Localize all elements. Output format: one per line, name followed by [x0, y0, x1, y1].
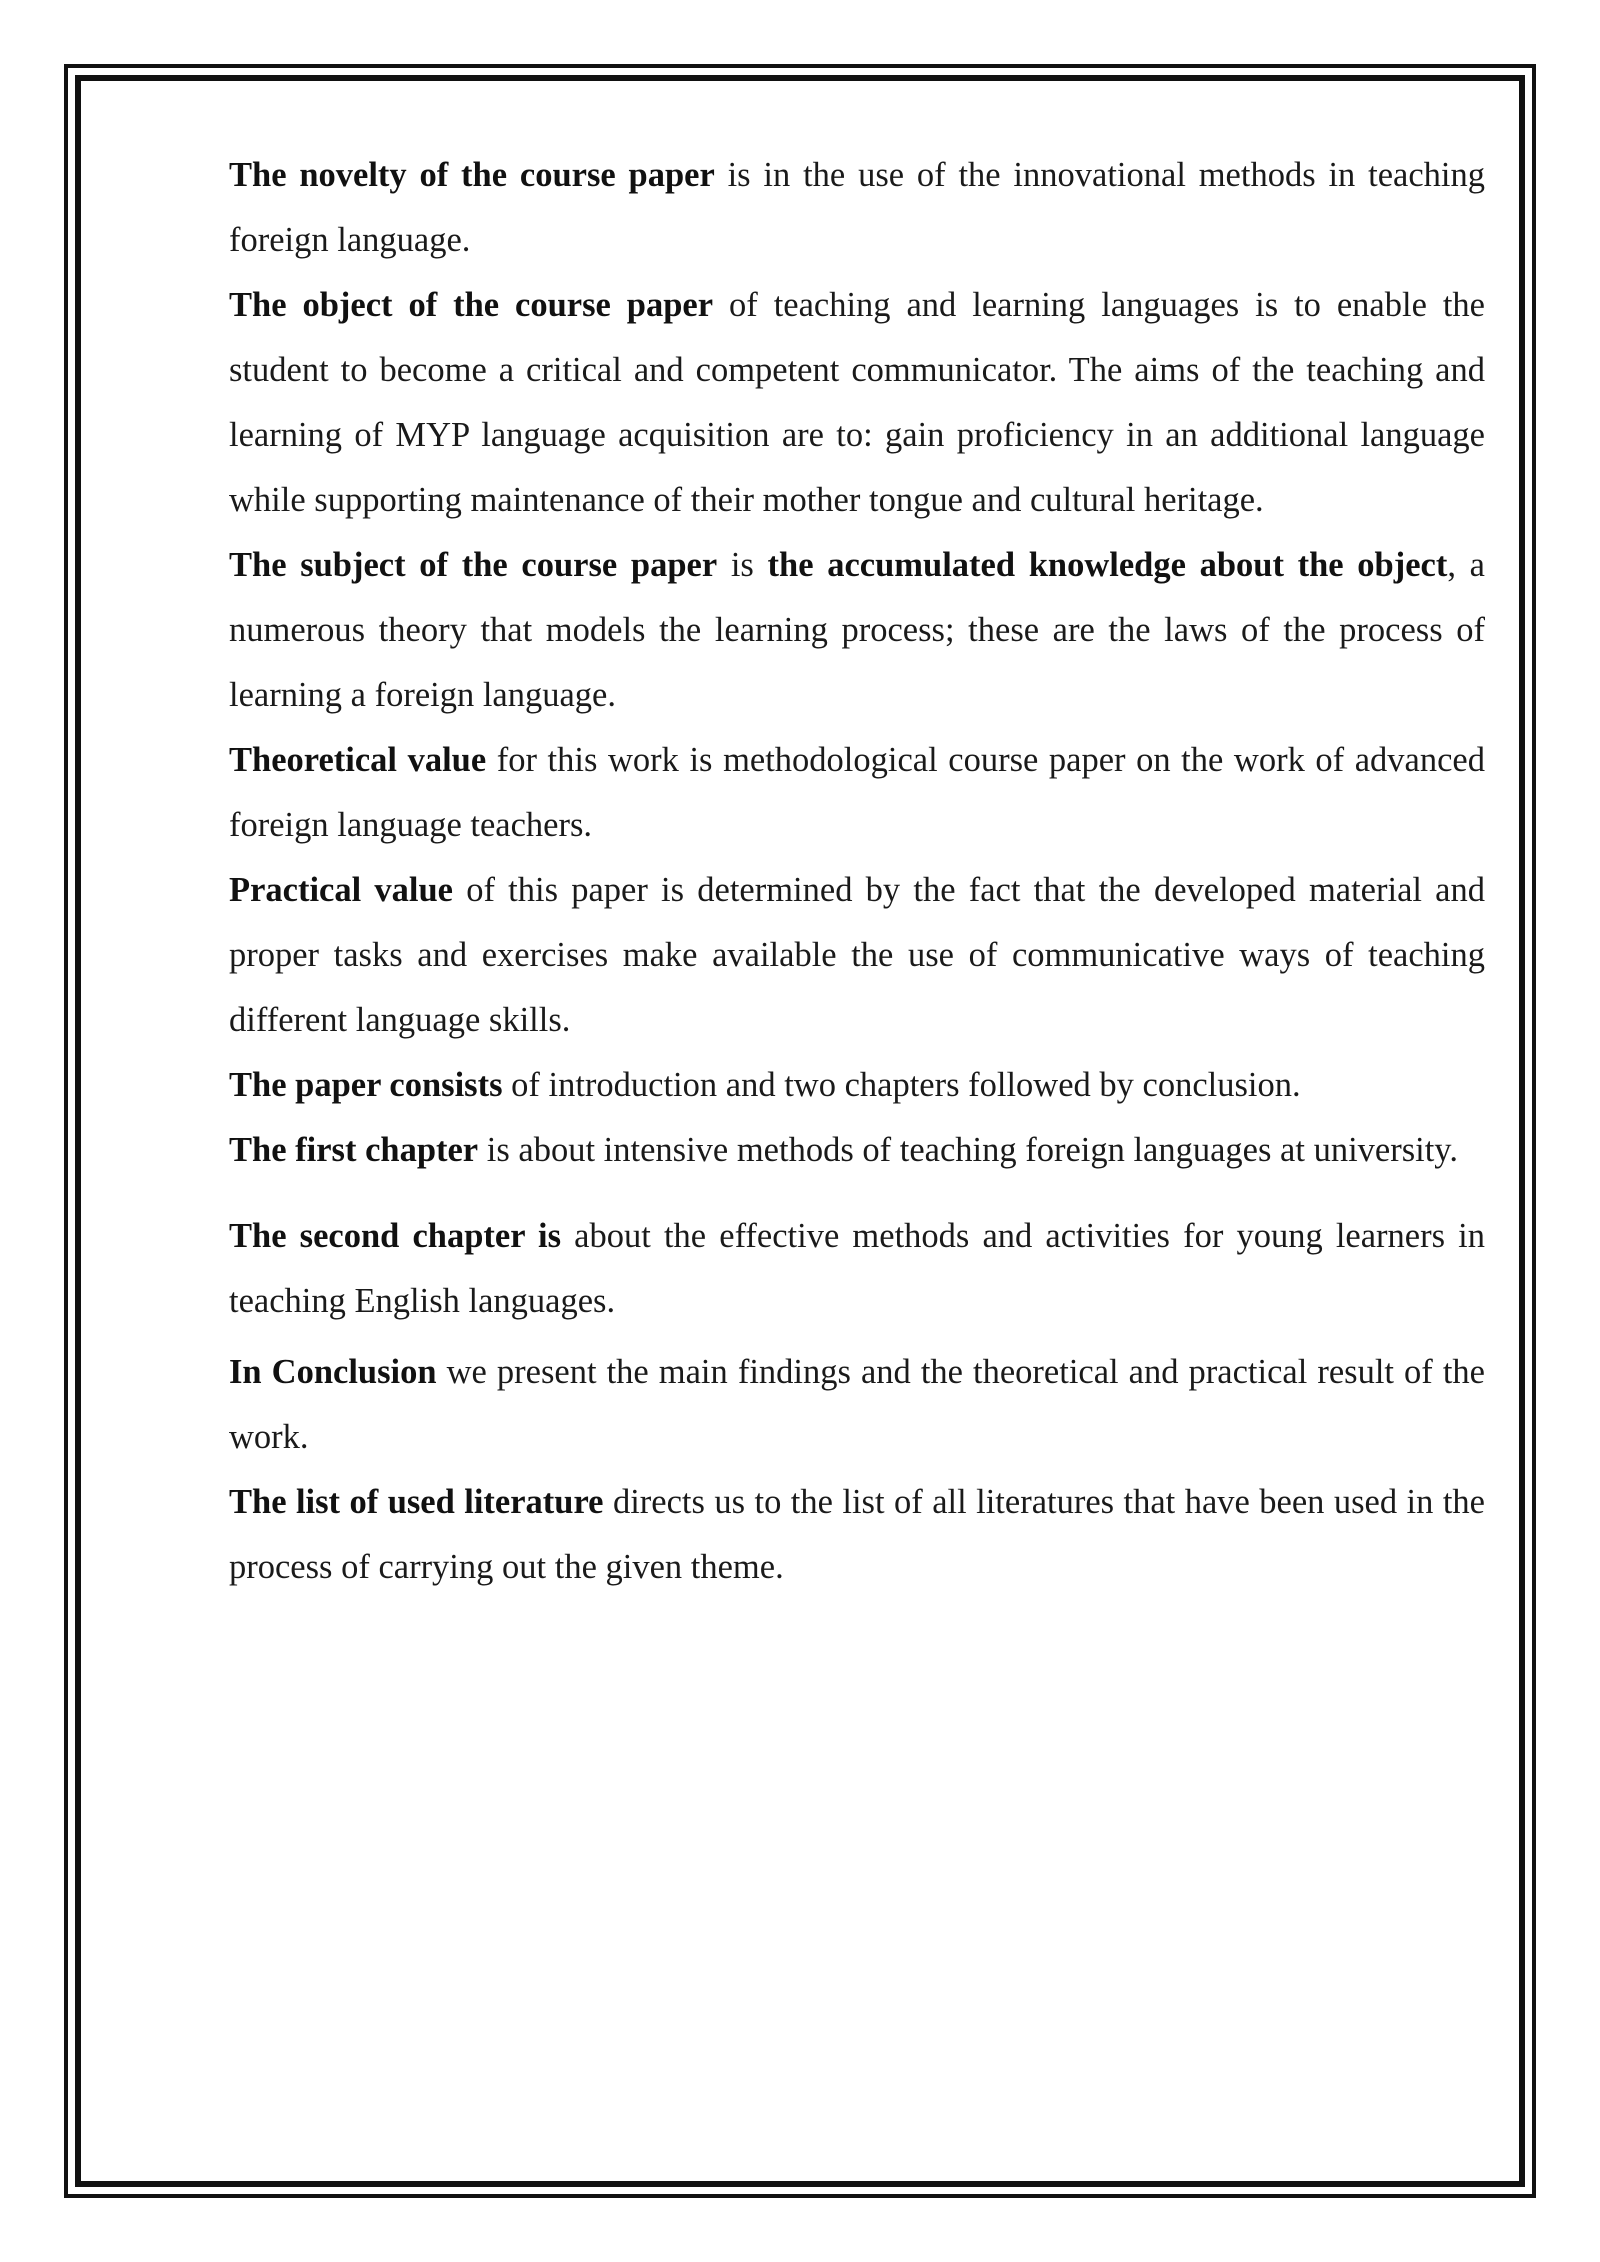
paragraph-text: of introduction and two chapters followed by conclusion. — [502, 1066, 1301, 1104]
paragraph-heading: The novelty of the course paper — [229, 156, 715, 194]
paragraph-text: , a numerous theory that models the learning process; these are the laws of the process of learning a foreign language. — [229, 546, 1485, 714]
paragraph-novelty — [229, 143, 1485, 273]
paragraph-text: about the effective methods and activities for young learners in teaching English languages. — [229, 1217, 1485, 1320]
paragraph-text: of teaching and learning languages is to enable the student to become a critical and competent communicator. The aims of the teaching and learning of MYP language acquisition are to: gain proficiency in an additional language while supporting maintenance of their mother tongue and cultural heritage. — [229, 286, 1485, 519]
paragraph-text: we present the main findings and the theoretical and practical result of the work. — [229, 1353, 1485, 1456]
document-body — [229, 143, 1485, 1600]
paragraph-object — [229, 273, 1485, 533]
paragraph-heading: The list of used literature — [229, 1483, 604, 1521]
paragraph-text: of this paper is determined by the fact that the developed material and proper tasks and exercises make available the use of communicative ways of teaching different language skills. — [229, 871, 1485, 1039]
paragraph-heading: The subject of the course paper — [229, 546, 718, 584]
paragraph-used-literature — [229, 1470, 1485, 1600]
paragraph-theoretical-value — [229, 728, 1485, 858]
paragraph-emphasis: the accumulated knowledge about the object — [767, 546, 1448, 584]
paragraph-second-chapter — [229, 1204, 1485, 1334]
paragraph-heading: The first chapter — [229, 1131, 479, 1169]
paragraph-heading: The second chapter is — [229, 1217, 562, 1255]
paragraph-text: is — [717, 546, 768, 584]
paragraph-practical-value — [229, 858, 1485, 1053]
paragraph-heading: The object of the course paper — [229, 286, 714, 324]
paragraph-heading: In Conclusion — [229, 1353, 437, 1391]
paragraph-text: directs us to the list of all literatures that have been used in the process of carrying out the given theme. — [229, 1483, 1485, 1586]
paragraph-subject — [229, 533, 1485, 728]
paragraph-conclusion — [229, 1340, 1485, 1470]
paragraph-text: is about intensive methods of teaching foreign languages at university. — [478, 1131, 1458, 1169]
paragraph-text: is in the use of the innovational methods in teaching foreign language. — [229, 156, 1485, 259]
paragraph-heading: The paper consists — [229, 1066, 503, 1104]
paragraph-first-chapter — [229, 1118, 1485, 1183]
paragraph-paper-consists — [229, 1053, 1485, 1118]
paragraph-heading: Theoretical value — [229, 741, 487, 779]
paragraph-heading: Practical value — [229, 871, 453, 909]
paragraph-text: for this work is methodological course paper on the work of advanced foreign language teachers. — [229, 741, 1485, 844]
